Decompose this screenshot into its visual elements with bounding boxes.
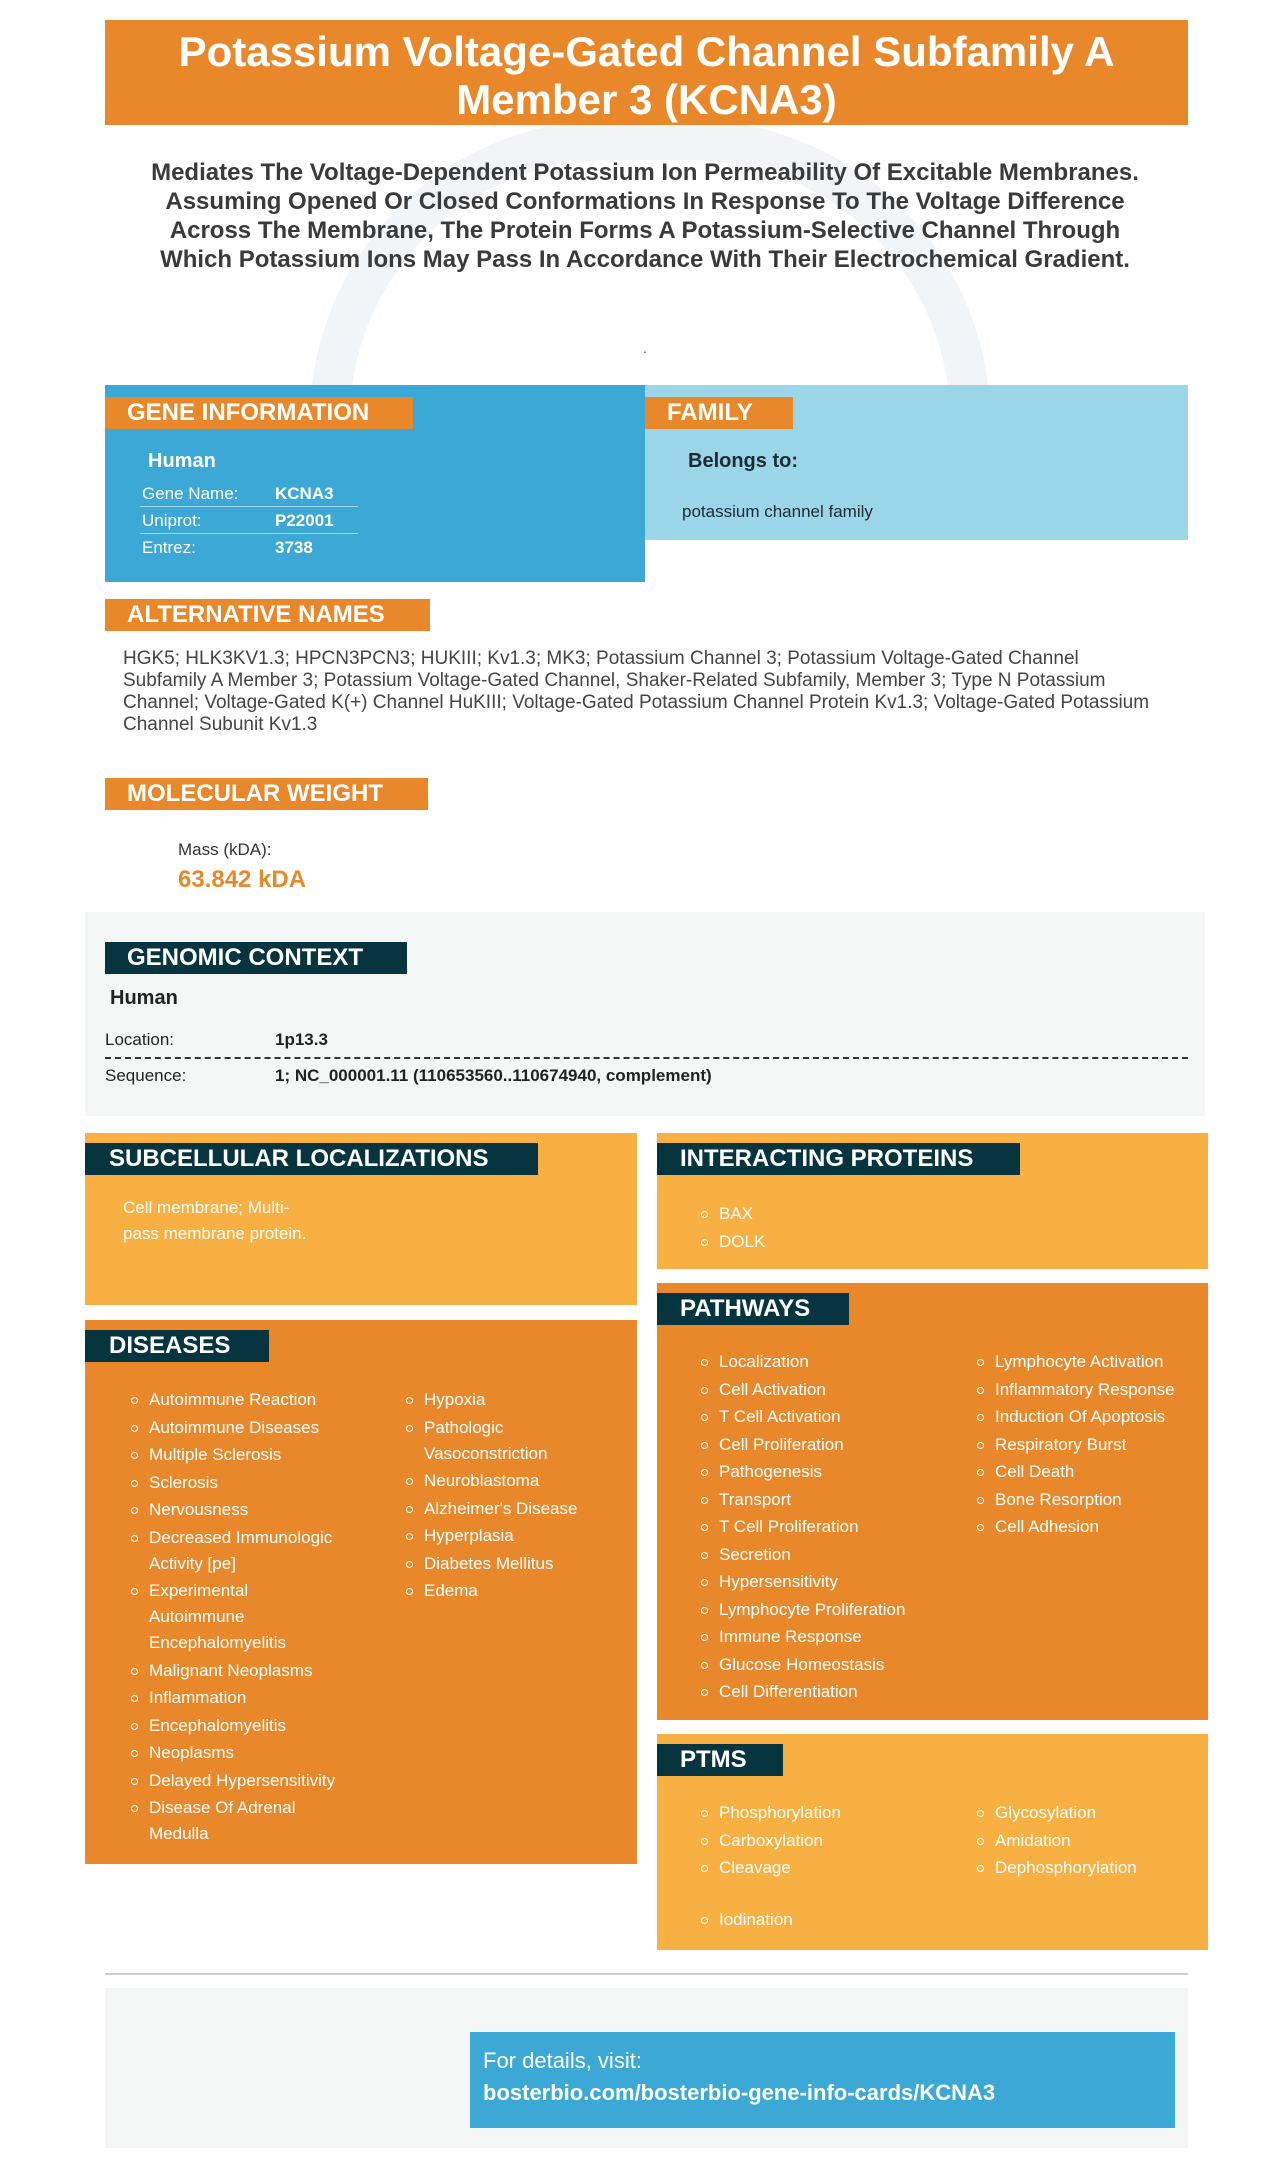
details-link-box[interactable] xyxy=(470,2032,1175,2128)
list-item: Disease Of Adrenal Medulla xyxy=(129,1795,344,1847)
page-title: Potassium Voltage-Gated Channel Subfamily A Member 3 (KCNA3) xyxy=(105,20,1188,125)
list-item: Autoimmune Reaction xyxy=(129,1387,344,1413)
list-item: Hypersensitivity xyxy=(699,1569,964,1595)
diseases-heading: DISEASES xyxy=(85,1330,269,1362)
list-item: Cell Adhesion xyxy=(975,1514,1200,1540)
list-item: Cell Death xyxy=(975,1459,1200,1485)
list-item: Cleavage xyxy=(699,1855,964,1881)
list-item: Lymphocyte Proliferation xyxy=(699,1597,964,1623)
list-item: Hypoxia xyxy=(404,1387,614,1413)
mass-value: 63.842 kDA xyxy=(178,866,307,893)
family-heading: FAMILY xyxy=(645,397,793,429)
gene-info-key: Uniprot: xyxy=(142,511,202,530)
gene-info-value: P22001 xyxy=(275,511,334,530)
list-item: Bone Resorption xyxy=(975,1487,1200,1513)
list-item: Neuroblastoma xyxy=(404,1468,614,1494)
mass-label: Mass (kDA): xyxy=(178,840,272,859)
list-item: Diabetes Mellitus xyxy=(404,1551,614,1577)
list-item: Inflammatory Response xyxy=(975,1377,1200,1403)
subcellular-line: pass membrane protein. xyxy=(123,1224,307,1243)
list-item: Multiple Sclerosis xyxy=(129,1442,344,1468)
separator-dot: . xyxy=(643,340,647,356)
dashed-divider xyxy=(105,1057,1188,1059)
genomic-context-heading: GENOMIC CONTEXT xyxy=(105,942,407,974)
molecular-weight-heading: MOLECULAR WEIGHT xyxy=(105,778,428,810)
list-item: Sclerosis xyxy=(129,1470,344,1496)
list-item: Cell Differentiation xyxy=(699,1679,964,1705)
list-item: Delayed Hypersensitivity xyxy=(129,1768,344,1794)
list-item: DOLK xyxy=(699,1229,765,1255)
list-item: Experimental Autoimmune Encephalomyelitis xyxy=(129,1578,344,1656)
list-item: Secretion xyxy=(699,1542,964,1568)
list-item: Localization xyxy=(699,1349,964,1375)
footer-divider xyxy=(105,1973,1188,1975)
list-item: Malignant Neoplasms xyxy=(129,1658,344,1684)
list-item: Nervousness xyxy=(129,1497,344,1523)
list-item: Induction Of Apoptosis xyxy=(975,1404,1200,1430)
ptms-list-column-2 xyxy=(975,1800,1200,1883)
alternative-names-heading: ALTERNATIVE NAMES xyxy=(105,599,430,631)
list-item: Neoplasms xyxy=(129,1740,344,1766)
location-value: 1p13.3 xyxy=(275,1030,328,1049)
family-name: potassium channel family xyxy=(682,502,873,521)
list-item: Dephosphorylation xyxy=(975,1855,1200,1881)
list-item: Autoimmune Diseases xyxy=(129,1415,344,1441)
gene-info-row xyxy=(140,507,358,534)
list-item: Iodination xyxy=(699,1907,964,1933)
interacting-proteins-list xyxy=(699,1201,765,1256)
details-label: For details, visit: xyxy=(483,2048,642,2073)
list-item: Encephalomyelitis xyxy=(129,1713,344,1739)
sequence-label: Sequence: xyxy=(105,1066,187,1085)
list-item: T Cell Activation xyxy=(699,1404,964,1430)
gene-info-row xyxy=(140,534,358,561)
subcellular-line: Cell membrane; Multi- xyxy=(123,1198,290,1217)
ptms-heading: PTMS xyxy=(657,1744,783,1776)
gene-info-value: KCNA3 xyxy=(275,484,334,503)
gene-info-table xyxy=(140,480,358,561)
sequence-value: 1; NC_000001.11 (110653560..110674940, complement) xyxy=(275,1066,712,1085)
family-belongs-label: Belongs to: xyxy=(688,450,798,472)
gene-info-value: 3738 xyxy=(275,538,313,557)
list-item: Immune Response xyxy=(699,1624,964,1650)
subcellular-heading: SUBCELLULAR LOCALIZATIONS xyxy=(85,1143,538,1175)
genomic-sequence-row xyxy=(105,1066,1188,1096)
list-item: Glycosylation xyxy=(975,1800,1200,1826)
gene-info-key: Gene Name: xyxy=(142,484,239,503)
list-item: Lymphocyte Activation xyxy=(975,1349,1200,1375)
list-item: Decreased Immunologic Activity [pe] xyxy=(129,1525,344,1577)
alternative-names-text: HGK5; HLK3KV1.3; HPCN3PCN3; HUKIII; Kv1.3; MK3; Potassium Channel 3; Potassium Voltage-Gated Channel Subfamily A Member 3; Potassium Voltage-Gated Channel, Shaker-Related Subfamily, Member 3; Type N Potassium Channel; Voltage-Gated K(+) Channel HuKIII; Voltage-Gated Potassium Channel Protein Kv1.3; Voltage-Gated Potassium Channel Subunit Kv1.3 xyxy=(123,648,1150,735)
location-label: Location: xyxy=(105,1030,174,1049)
gene-species: Human xyxy=(148,450,216,472)
gene-information-heading: GENE INFORMATION xyxy=(105,397,413,429)
list-item: Hyperplasia xyxy=(404,1523,614,1549)
list-item: Inflammation xyxy=(129,1685,344,1711)
gene-info-row xyxy=(140,480,358,507)
gene-info-key: Entrez: xyxy=(142,538,196,557)
list-item: T Cell Proliferation xyxy=(699,1514,964,1540)
list-item: Alzheimer's Disease xyxy=(404,1496,614,1522)
diseases-list-column-2 xyxy=(404,1387,614,1606)
details-url-link[interactable]: bosterbio.com/bosterbio-gene-info-cards/KCNA3 xyxy=(483,2080,996,2105)
list-item: Phosphorylation xyxy=(699,1800,964,1826)
list-item: Respiratory Burst xyxy=(975,1432,1200,1458)
pathways-heading: PATHWAYS xyxy=(657,1293,849,1325)
protein-summary: Mediates The Voltage-Dependent Potassium Ion Permeability Of Excitable Membranes. Assuming Opened Or Closed Conformations In Response To The Voltage Difference Across The Membrane, The Protein Forms A Potassium-Selective Channel Through Which Potassium Ions May Pass In Accordance With Their Electrochemical Gradient. xyxy=(151,159,1139,273)
ptms-list-column-1 xyxy=(699,1800,964,1883)
list-item: Carboxylation xyxy=(699,1828,964,1854)
interacting-proteins-heading: INTERACTING PROTEINS xyxy=(657,1143,1020,1175)
genomic-species: Human xyxy=(110,987,178,1009)
list-item: Transport xyxy=(699,1487,964,1513)
pathways-list-column-1 xyxy=(699,1349,964,1707)
diseases-list-column-1 xyxy=(129,1387,344,1849)
subcellular-text xyxy=(123,1195,306,1247)
list-item: Glucose Homeostasis xyxy=(699,1652,964,1678)
list-item: Amidation xyxy=(975,1828,1200,1854)
ptms-list-extra xyxy=(699,1907,964,1935)
list-item: Cell Proliferation xyxy=(699,1432,964,1458)
pathways-list-column-2 xyxy=(975,1349,1200,1542)
list-item: Cell Activation xyxy=(699,1377,964,1403)
list-item: Pathogenesis xyxy=(699,1459,964,1485)
list-item: BAX xyxy=(699,1201,765,1227)
list-item: Edema xyxy=(404,1578,614,1604)
genomic-location-row xyxy=(105,1030,1188,1060)
list-item: Pathologic Vasoconstriction xyxy=(404,1415,614,1467)
